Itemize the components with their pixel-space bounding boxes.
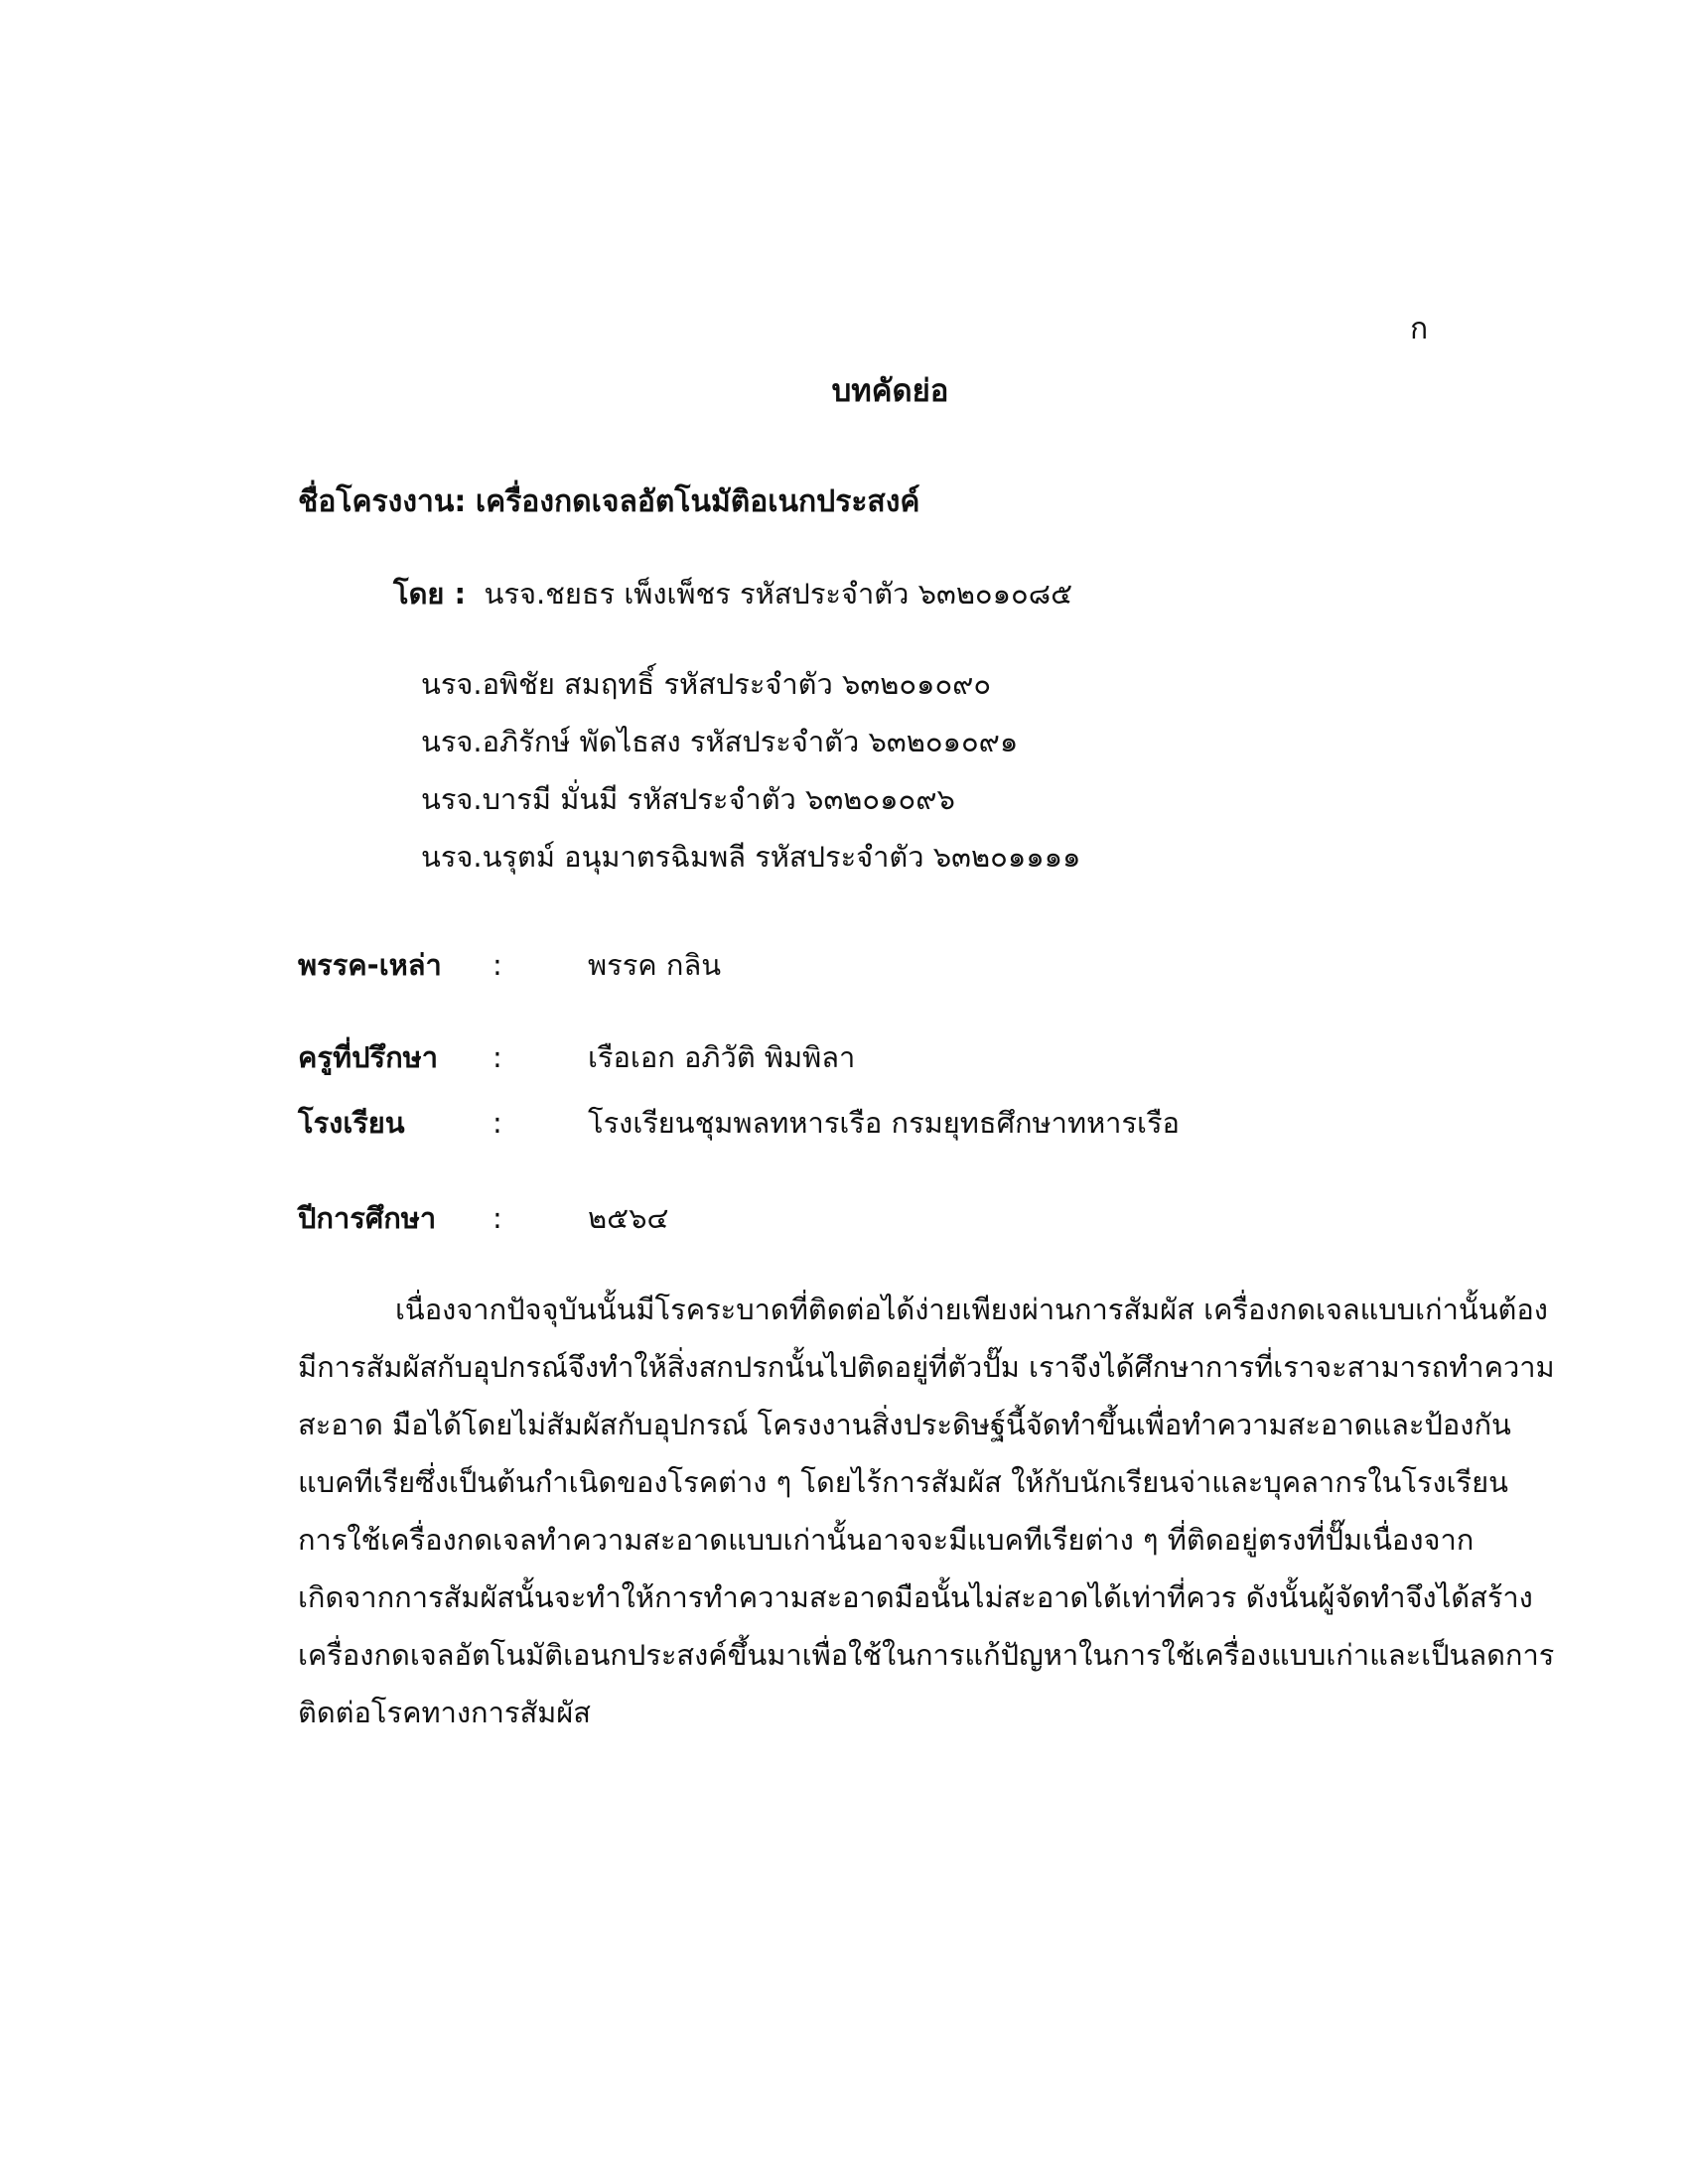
abstract-line: เกิดจากการสัมผัสนั้นจะทำให้การทำความสะอาดมือนั้นไม่สะอาดได้เท่าที่ควร ดังนั้นผู้จัดทำจึงได้สร้าง <box>298 1580 1533 1614</box>
advisor-label: ครูที่ปรึกษา <box>298 1040 439 1074</box>
author-item: นรจ.อพิชัย สมฤทธิ์ รหัสประจำตัว ๖๓๒๐๑๐๙๐ <box>421 667 992 701</box>
abstract-line: แบคทีเรียซึ่งเป็นต้นกำเนิดของโรคต่าง ๆ โดยไร้การสัมผัส ให้กับนักเรียนจ่าและบุคลากรในโรงเรียน <box>298 1465 1508 1499</box>
branch-colon: : <box>492 948 502 982</box>
author-item: นรจ.นรุตม์ อนุมาตรฉิมพลี รหัสประจำตัว ๖๓๒๐๑๑๑๑ <box>421 840 1081 874</box>
authors-line <box>393 571 1072 616</box>
abstract-line: เครื่องกดเจลอัตโนมัติเอนกประสงค์ขึ้นมาเพื่อใช้ในการแก้ปัญหาในการใช้เครื่องแบบเก่าและเป็นลดการ <box>298 1638 1555 1672</box>
year-colon: : <box>492 1201 502 1235</box>
author-first: นรจ.ชยธร เพ็งเพ็ชร รหัสประจำตัว ๖๓๒๐๑๐๘๕ <box>484 577 1073 611</box>
year-value: ๒๕๖๔ <box>588 1201 669 1235</box>
project-name-label: ชื่อโครงงาน: <box>298 484 467 519</box>
abstract-line: มีการสัมผัสกับอุปกรณ์จึงทำให้สิ่งสกปรกนั้นไปติดอยู่ที่ตัวปั๊ม เราจึงได้ศึกษาการที่เราจะสามารถทำความ <box>298 1350 1555 1384</box>
advisor-value: เรือเอก อภิวัติ พิมพิลา <box>588 1040 856 1074</box>
author-list <box>421 663 1080 893</box>
abstract-paragraph <box>298 1281 1555 1741</box>
school-colon: : <box>492 1106 502 1140</box>
branch-value: พรรค กลิน <box>588 948 722 982</box>
abstract-line: ติดต่อโรคทางการสัมผัส <box>298 1696 591 1729</box>
project-name-value: เครื่องกดเจลอัตโนมัติอเนกประสงค์ <box>475 484 920 519</box>
advisor-colon: : <box>492 1040 502 1074</box>
branch-label: พรรค-เหล่า <box>298 948 442 982</box>
author-item: นรจ.บารมี มั่นมี รหัสประจำตัว ๖๓๒๐๑๐๙๖ <box>421 782 955 816</box>
abstract-line: การใช้เครื่องกดเจลทำความสะอาดแบบเก่านั้นอาจจะมีแบคทีเรียต่าง ๆ ที่ติดอยู่ตรงที่ปั๊มเนื่องจาก <box>298 1523 1475 1557</box>
authors-label: โดย : <box>393 577 467 611</box>
project-name-line <box>298 478 919 525</box>
year-label: ปีการศึกษา <box>298 1201 437 1235</box>
author-item: นรจ.อภิรักษ์ พัดไธสง รหัสประจำตัว ๖๓๒๐๑๐๙๑ <box>421 725 1019 758</box>
school-value: โรงเรียนชุมพลทหารเรือ กรมยุทธศึกษาทหารเรือ <box>588 1106 1180 1140</box>
abstract-line: สะอาด มือได้โดยไม่สัมผัสกับอุปกรณ์ โครงงานสิ่งประดิษฐ์นี้จัดทำขึ้นเพื่อทำความสะอาดและป้องกัน <box>298 1408 1511 1441</box>
page-number: ก <box>1410 312 1429 346</box>
school-label: โรงเรียน <box>298 1106 405 1140</box>
page-title: บทคัดย่อ <box>831 373 949 409</box>
abstract-line: เนื่องจากปัจจุบันนั้นมีโรคระบาดที่ติดต่อได้ง่ายเพียงผ่านการสัมผัส เครื่องกดเจลแบบเก่านั้นต้อง <box>395 1293 1548 1326</box>
